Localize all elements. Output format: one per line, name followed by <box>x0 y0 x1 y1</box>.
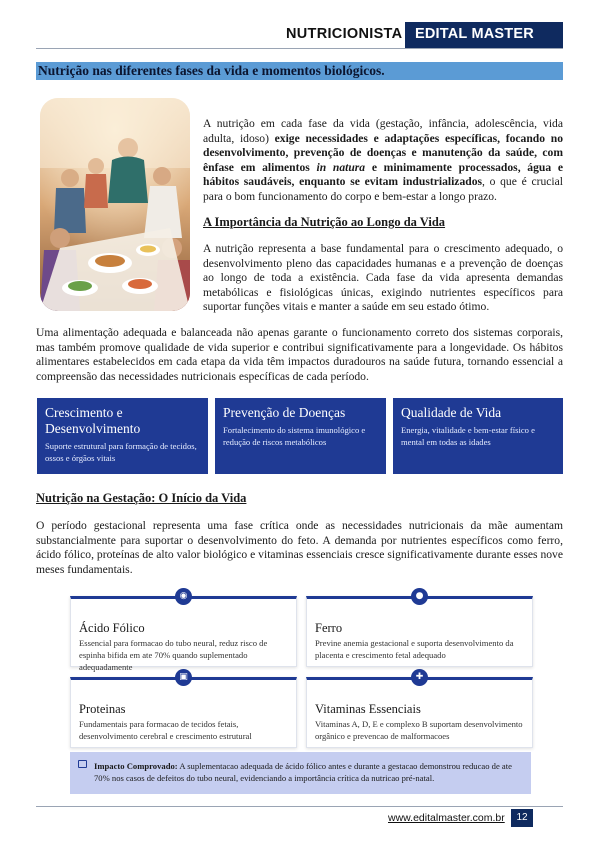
pill-icon: ◉ <box>175 588 192 605</box>
card-quality-desc: Energia, vitalidade e bem-estar físico e mental em todas as idades <box>401 425 535 447</box>
impact-label: Impacto Comprovado: <box>94 761 178 771</box>
folic-acid-desc: Essencial para formacao do tubo neural, reduz risco de espinha bifida em ate 70% quando suplementado adequadamente <box>79 638 268 672</box>
card-quality <box>393 398 563 474</box>
vitamin-icon: ✚ <box>411 669 428 686</box>
section-title-banner: Nutrição nas diferentes fases da vida e momentos biológicos. <box>36 62 563 80</box>
nutrient-card-folic-acid <box>70 596 297 672</box>
intro-text-italic: in natura <box>316 160 366 174</box>
card-growth-desc: Suporte estrutural para formação de tecidos, ossos e órgãos vitais <box>45 441 197 463</box>
card-growth <box>37 398 208 474</box>
card-prevention-desc: Fortalecimento do sistema imunológico e redução de riscos metabólicos <box>223 425 366 447</box>
gestation-heading: Nutrição na Gestação: O Início da Vida <box>36 491 247 505</box>
footer-divider <box>36 806 563 807</box>
header-brand: EDITAL MASTER <box>405 22 563 48</box>
folic-acid-title: Ácido Fólico <box>79 621 145 635</box>
nutrient-card-proteins <box>70 677 297 748</box>
vitamins-desc: Vitaminas A, D, E e complexo B suportam desenvolvimento orgânico e prevencao de malformacoes <box>315 719 523 741</box>
importance-paragraph: A nutrição representa a base fundamental para o crescimento adequado, o desenvolvimento pleno das capacidades humanas e a prevenção de doenças ao longo de toda a existência. Cada fase da vida apresenta demandas metabólicas e fisiológicas únicas, exigindo nutrientes específicos para suportar funções vitais e manter a saúde em seu estado ótimo. <box>203 242 563 314</box>
balanced-diet-paragraph: Uma alimentação adequada e balanceada não apenas garante o funcionamento correto dos sistemas corporais, mas também promove qualidade de vida superior e contribui significativamente para a longevidade. Os hábitos alimentares estabelecidos em cada etapa da vida têm impactos duradouros na saúde futura, tornando essencial a compreensão das necessidades nutricionais específicas de cada período. <box>36 326 563 383</box>
proteins-title: Proteinas <box>79 702 126 716</box>
header-divider <box>36 48 563 49</box>
card-quality-title: Qualidade de Vida <box>401 405 502 420</box>
importance-heading: A Importância da Nutrição ao Longo da Vida <box>203 215 446 229</box>
intro-text-bold-2: e minimamente processados, água e hábitos saudáveis, enquanto se evitam industrializados <box>203 160 563 189</box>
header-course-title: NUTRICIONISTA <box>286 26 403 42</box>
nutrient-card-iron <box>306 596 533 667</box>
page-header <box>0 22 600 48</box>
card-growth-title: Crescimento e Desenvolvimento <box>45 405 141 436</box>
iron-title: Ferro <box>315 621 343 635</box>
intro-text-bold: exige necessidades e adaptações específicas, focando no desenvolvimento, prevenção de doenças e manutenção da saúde, com ênfase em alimentos <box>203 131 563 174</box>
impact-callout <box>70 752 531 794</box>
drop-icon: ● <box>411 588 428 605</box>
comment-icon <box>78 760 87 768</box>
family-meal-photo <box>40 98 190 311</box>
egg-icon: ▣ <box>175 669 192 686</box>
impact-text: A suplementacao adequada de ácido fólico antes e durante a gestacao demonstrou reducao de ate 70% nos casos de defeitos do tubo neural, evidenciando a importância crítica da nutricao pré-natal. <box>94 761 512 783</box>
vitamins-title: Vitaminas Essenciais <box>315 702 421 716</box>
intro-text-a: A nutrição em cada fase da vida (gestação, infância, adolescência, vida adulta, idoso) <box>203 117 563 145</box>
iron-desc: Previne anemia gestacional e suporta desenvolvimento da placenta e crescimento fetal adequado <box>315 638 514 660</box>
intro-paragraph <box>203 117 563 205</box>
nutrient-card-vitamins <box>306 677 533 748</box>
card-prevention <box>215 398 386 474</box>
footer-website-link[interactable]: www.editalmaster.com.br <box>388 812 505 824</box>
intro-text-end: , o que é crucial para o bom funcionamento do corpo e bem-estar a longo prazo. <box>203 175 563 203</box>
card-prevention-title: Prevenção de Doenças <box>223 405 346 420</box>
proteins-desc: Fundamentais para formacao de tecidos fetais, desenvolvimento cerebral e crescimento estrutural <box>79 719 252 741</box>
page-number: 12 <box>511 809 533 827</box>
gestation-paragraph: O período gestacional representa uma fase crítica onde as necessidades nutricionais da mãe aumentam substancialmente para suportar o desenvolvimento do feto. A demanda por nutrientes específicos como ferro, ácido fólico, proteínas de alto valor biológico e vitaminas essenciais cresce significativamente durante esses nove meses fundamentais. <box>36 519 563 576</box>
